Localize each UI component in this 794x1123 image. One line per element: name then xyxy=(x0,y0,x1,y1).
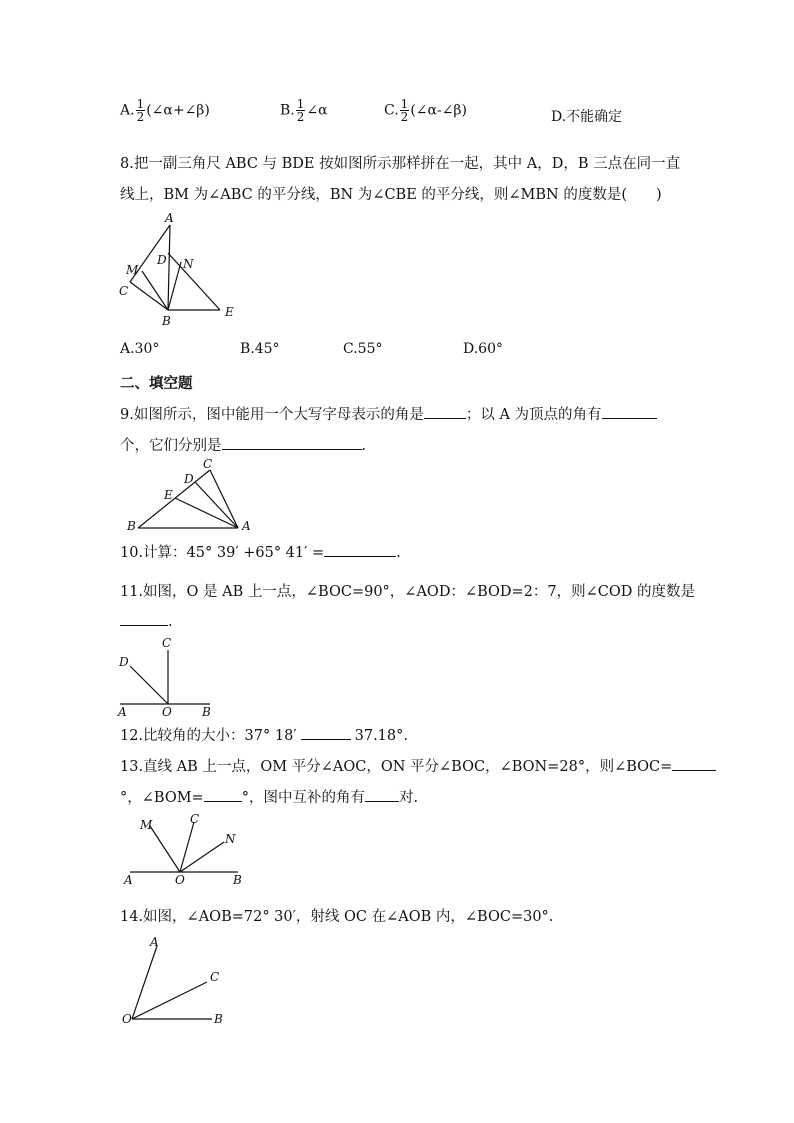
label-M: M xyxy=(140,818,153,832)
q12: 12.比较角的大小：37° 18′ 37.18°. xyxy=(120,724,408,745)
label-C: C xyxy=(203,457,213,471)
q8-line2: 线上，BM 为∠ABC 的平分线，BN 为∠CBE 的平分线，则∠MBN 的度数是( ) xyxy=(120,187,662,203)
q13-line1: 13.直线 AB 上一点，OM 平分∠AOC，ON 平分∠BOC，∠BON=28°，则∠BOC= xyxy=(120,755,716,776)
option-text: (∠α-∠β) xyxy=(410,102,467,119)
label-D: D xyxy=(157,253,167,267)
label-N: N xyxy=(183,257,194,271)
fraction: $\frac{1}{2}$ xyxy=(296,97,305,124)
q8-option-c: C.55° xyxy=(343,341,383,357)
q10: 10.计算：45° 39′ +65° 41′ = . xyxy=(120,541,401,562)
q9-line1: 9.如图所示，图中能用一个大写字母表示的角是 ；以 A 为顶点的角有 xyxy=(120,403,657,424)
label-A: A xyxy=(165,211,174,225)
fraction: $\frac{1}{2}$ xyxy=(400,97,409,124)
label-D: D xyxy=(119,655,129,669)
label-B: B xyxy=(202,705,211,719)
q9-line2: 个，它们分别是 . xyxy=(120,434,366,455)
label-A: A xyxy=(124,873,133,887)
label-A: A xyxy=(150,935,159,949)
label-O: O xyxy=(175,873,185,887)
q14: 14.如图，∠AOB=72° 30′，射线 OC 在∠AOB 内，∠BOC=30°. xyxy=(120,909,554,925)
option-label: A. xyxy=(120,102,135,119)
option-label: C. xyxy=(384,102,399,119)
label-E: E xyxy=(164,488,173,502)
label-O: O xyxy=(122,1012,132,1026)
label-D: D xyxy=(184,472,194,486)
q8-option-a: A.30° xyxy=(120,341,160,357)
label-C: C xyxy=(162,636,172,650)
label-B: B xyxy=(162,314,171,328)
label-M: M xyxy=(126,263,139,277)
label-B: B xyxy=(127,519,136,533)
label-C: C xyxy=(190,812,200,826)
label-O: O xyxy=(162,705,172,719)
label-E: E xyxy=(225,305,234,319)
q11-line2: . xyxy=(120,611,173,630)
label-N: N xyxy=(225,832,236,846)
q13-line2: °，∠BOM= °，图中互补的角有 对. xyxy=(120,786,418,807)
option-text: ∠α xyxy=(306,102,328,119)
q8-line1: 8.把一副三角尺 ABC 与 BDE 按如图所示那样拼在一起，其中 A，D，B 三点在同一直 xyxy=(120,156,681,172)
q11-line1: 11.如图，O 是 AB 上一点，∠BOC=90°，∠AOD：∠BOD=2：7，则∠COD 的度数是 xyxy=(120,584,695,600)
label-B: B xyxy=(233,873,242,887)
label-C: C xyxy=(119,284,129,298)
option-label: B. xyxy=(280,102,295,119)
label-B: B xyxy=(214,1012,223,1026)
label-C: C xyxy=(210,970,220,984)
section-title: 二、填空题 xyxy=(120,375,193,392)
option-text: (∠α+∠β) xyxy=(146,102,210,119)
q8-option-d: D.60° xyxy=(463,341,503,357)
q7-option-d: D.不能确定 xyxy=(551,109,623,125)
fraction: $\frac{1}{2}$ xyxy=(136,97,145,124)
q8-option-b: B.45° xyxy=(240,341,280,357)
label-A: A xyxy=(242,519,251,533)
label-A: A xyxy=(118,705,127,719)
